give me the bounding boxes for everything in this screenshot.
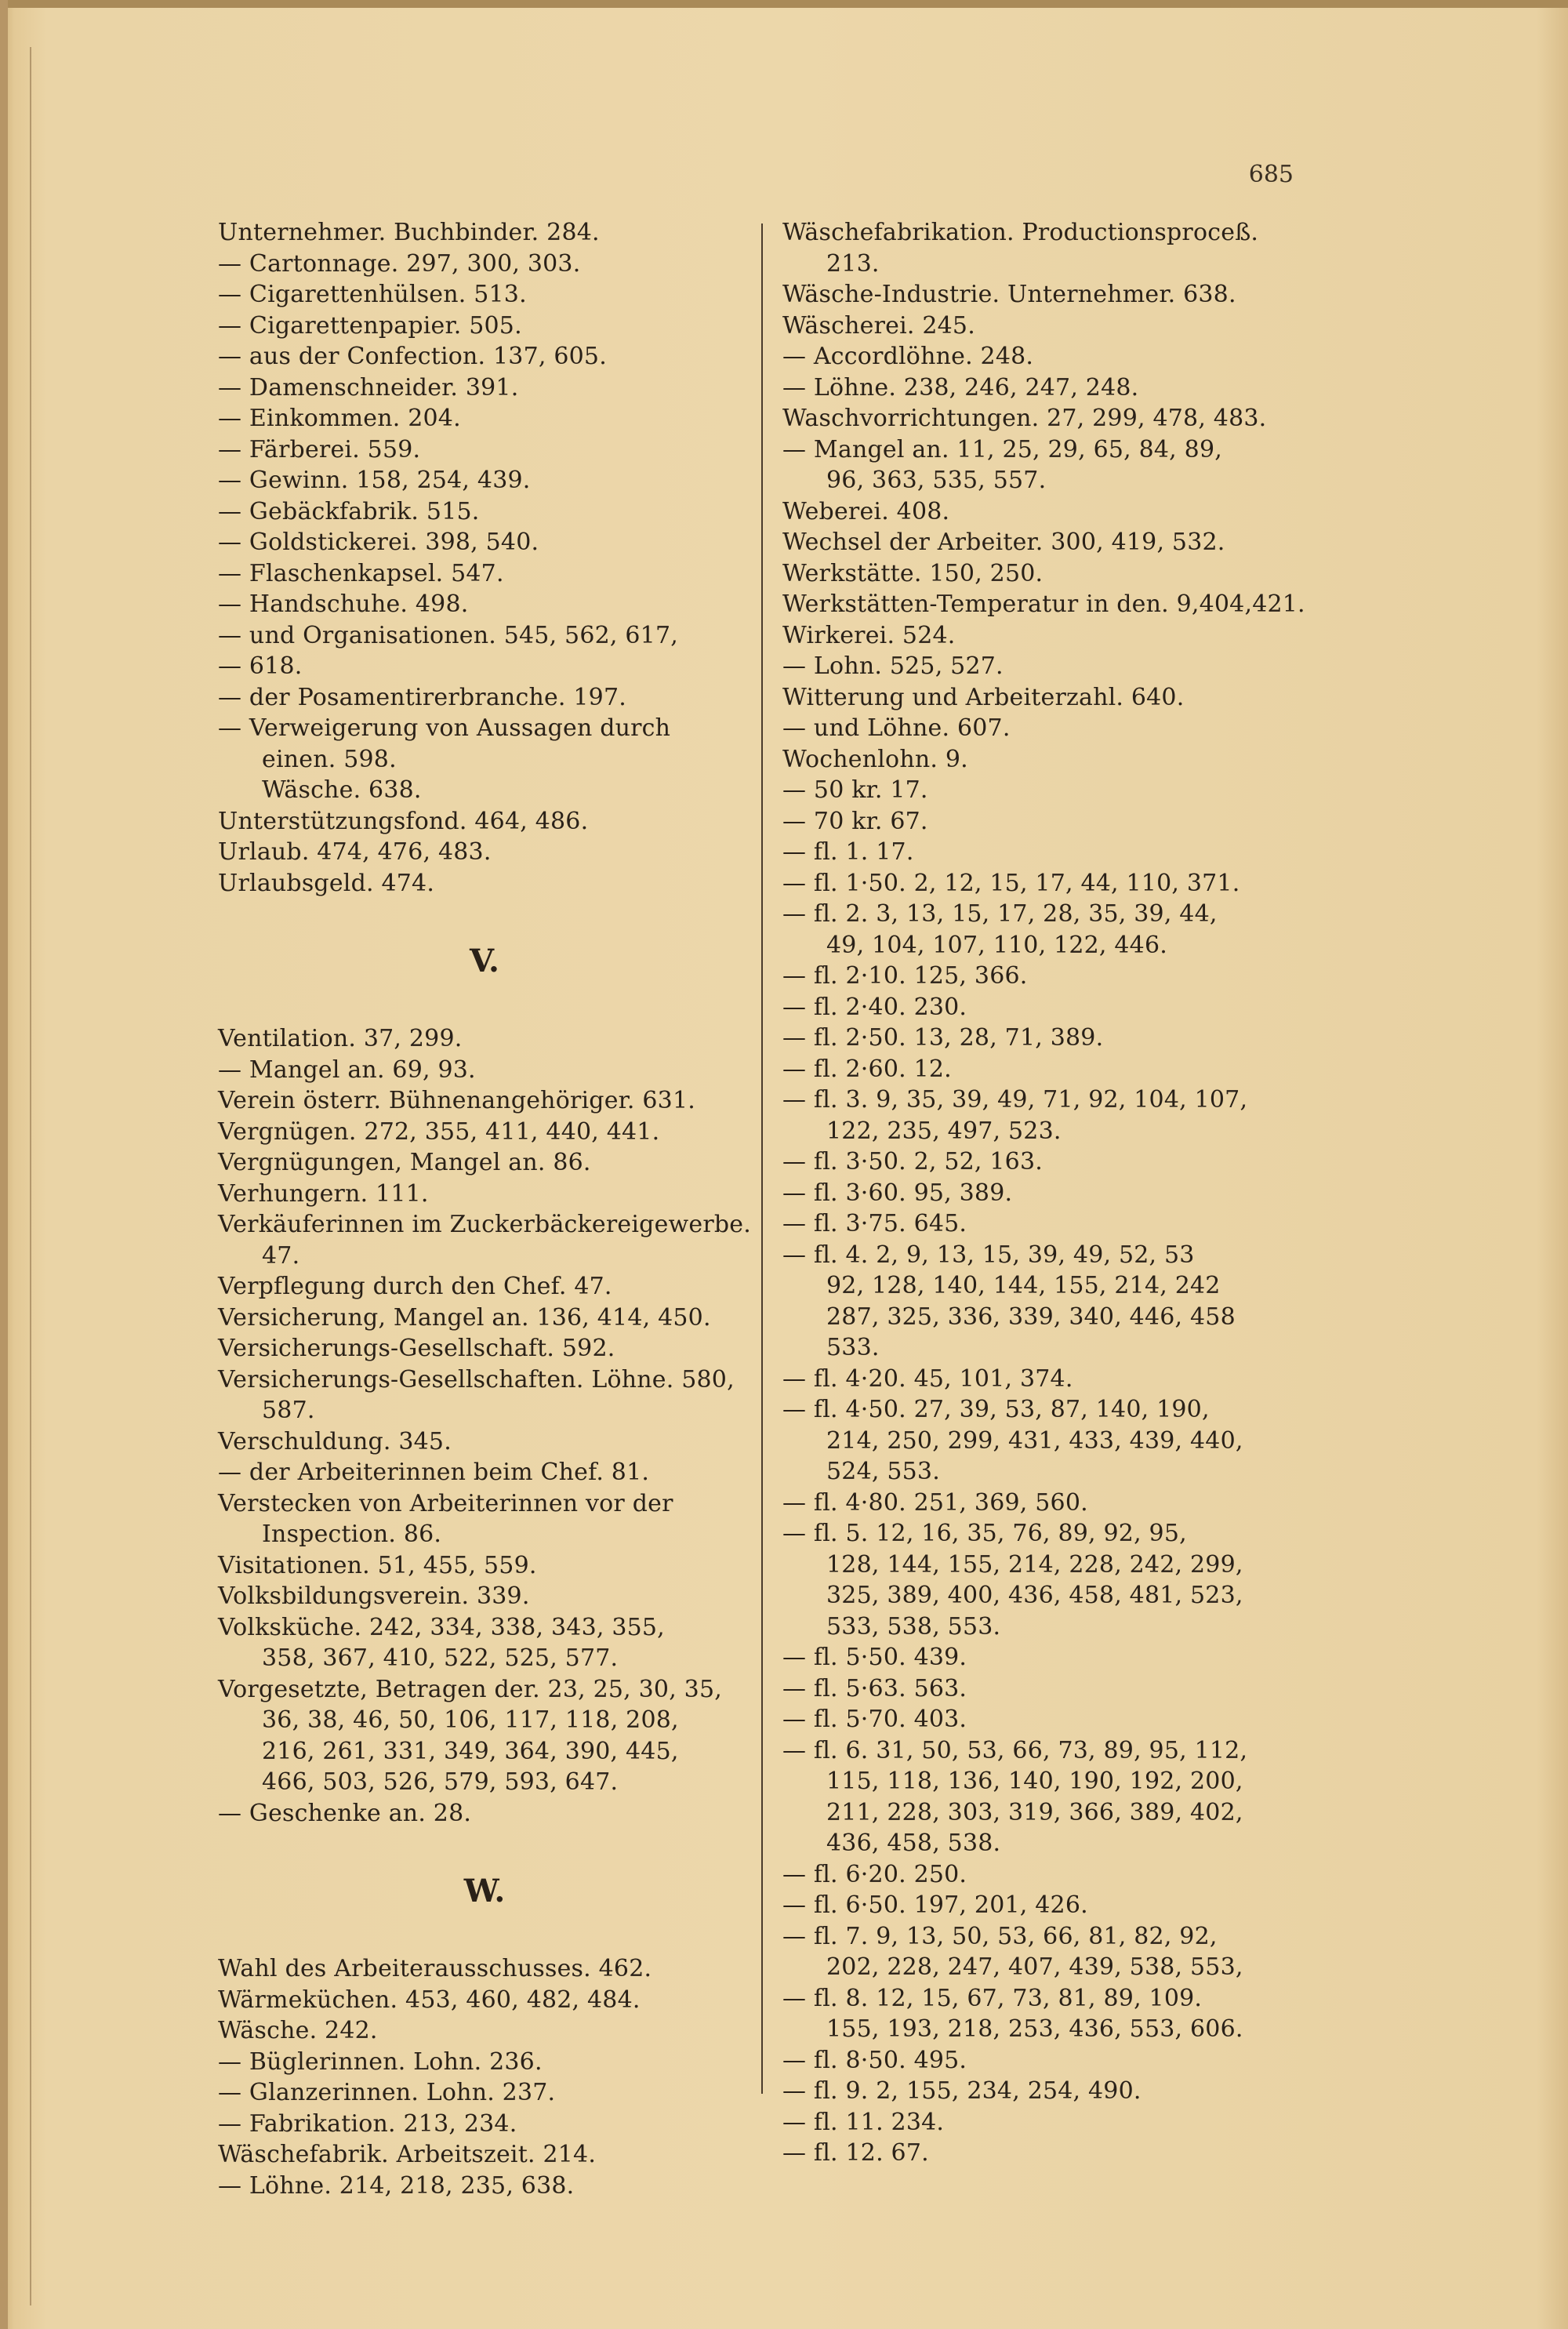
index-entry: — fl. 12. 67. xyxy=(782,2139,929,2167)
page-binding-edge xyxy=(0,0,8,2329)
index-entry: Wärmeküchen. 453, 460, 482, 484. xyxy=(218,1986,641,2014)
index-entry: 533. xyxy=(826,1334,880,1361)
index-block-w xyxy=(218,1953,751,2201)
index-entry: einen. 598. xyxy=(262,745,397,773)
index-entry: — fl. 11. 234. xyxy=(782,2108,945,2136)
index-entry: — Cigarettenpapier. 505. xyxy=(218,311,522,340)
index-entry: 533, 538, 553. xyxy=(826,1612,1001,1640)
index-entry: 214, 250, 299, 431, 433, 439, 440, xyxy=(826,1426,1243,1455)
index-entry: — Handschuhe. 498. xyxy=(218,590,469,618)
index-entry: — Flaschenkapsel. 547. xyxy=(218,559,504,587)
index-column-left xyxy=(218,217,751,2201)
index-entry: — Büglerinnen. Lohn. 236. xyxy=(218,2047,543,2076)
index-entry: — der Posamentirerbranche. 197. xyxy=(218,683,626,711)
index-entry: Versicherung, Mangel an. 136, 414, 450. xyxy=(218,1303,711,1332)
index-entry: — Gebäckfabrik. 515. xyxy=(218,497,480,525)
index-entry: Vorgesetzte, Betragen der. 23, 25, 30, 35, xyxy=(218,1675,722,1703)
index-entry: 115, 118, 136, 140, 190, 192, 200, xyxy=(826,1768,1243,1795)
index-entry: — fl. 4·50. 27, 39, 53, 87, 140, 190, xyxy=(782,1396,1210,1423)
index-entry: — fl. 6·20. 250. xyxy=(782,1860,967,1888)
index-entry: — fl. 2·10. 125, 366. xyxy=(782,962,1028,990)
index-entry: Wäschefabrikation. Productionsproceß. xyxy=(782,219,1259,246)
index-entry: 524, 553. xyxy=(826,1458,940,1485)
index-entry: — Gewinn. 158, 254, 439. xyxy=(218,467,531,494)
index-entry: Volksküche. 242, 334, 338, 343, 355, xyxy=(218,1613,665,1641)
index-entry: — Einkommen. 204. xyxy=(218,405,461,432)
index-block-u xyxy=(218,217,751,899)
index-entry: — Fabrikation. 213, 234. xyxy=(218,2109,517,2138)
index-entry: 155, 193, 218, 253, 436, 553, 606. xyxy=(826,2015,1243,2043)
index-entry: 213. xyxy=(826,249,880,278)
index-entry: Wäschefabrik. Arbeitszeit. 214. xyxy=(218,2141,597,2168)
index-entry: Waschvorrichtungen. 27, 299, 478, 483. xyxy=(782,405,1267,432)
index-entry: Wahl des Arbeiterausschusses. 462. xyxy=(218,1955,652,1982)
index-entry: 216, 261, 331, 349, 364, 390, 445, xyxy=(262,1737,679,1765)
index-entry: Verhungern. 111. xyxy=(218,1179,429,1208)
index-entry: Volksbildungsverein. 339. xyxy=(218,1582,530,1610)
index-entry: — fl. 4. 2, 9, 13, 15, 39, 49, 52, 53 xyxy=(782,1241,1195,1269)
index-entry: Wäsche. 638. xyxy=(262,776,422,804)
index-entry: Werkstätten-Temperatur in den. 9,404,421. xyxy=(782,590,1305,618)
index-entry: — fl. 9. 2, 155, 234, 254, 490. xyxy=(782,2077,1142,2105)
index-block-w-continued xyxy=(782,217,1309,2169)
binding-line xyxy=(30,47,31,2305)
index-entry: — fl. 2·40. 230. xyxy=(782,993,967,1021)
index-entry: 96, 363, 535, 557. xyxy=(826,467,1047,494)
index-entry: — fl. 1. 17. xyxy=(782,838,914,866)
index-entry: 211, 228, 303, 319, 366, 389, 402, xyxy=(826,1798,1243,1826)
index-entry: — fl. 5·50. 439. xyxy=(782,1644,967,1671)
index-entry: 587. xyxy=(262,1397,315,1424)
index-entry: 202, 228, 247, 407, 439, 538, 553, xyxy=(826,1953,1243,1981)
index-entry: — und Organisationen. 545, 562, 617, xyxy=(218,621,678,649)
index-entry: — fl. 5·70. 403. xyxy=(782,1706,967,1733)
index-entry: — Geschenke an. 28. xyxy=(218,1799,472,1827)
index-entry: — fl. 5. 12, 16, 35, 76, 89, 92, 95, xyxy=(782,1520,1187,1547)
index-entry: — Löhne. 238, 246, 247, 248. xyxy=(782,373,1139,401)
index-entry: Wäscherei. 245. xyxy=(782,311,975,340)
index-entry: Vergnügen. 272, 355, 411, 440, 441. xyxy=(218,1117,660,1146)
index-entry: — Glanzerinnen. Lohn. 237. xyxy=(218,2079,556,2106)
index-entry: — fl. 6·50. 197, 201, 426. xyxy=(782,1891,1088,1919)
index-entry: Weberei. 408. xyxy=(782,497,950,525)
index-entry: — fl. 4·20. 45, 101, 374. xyxy=(782,1364,1073,1393)
index-entry: — fl. 7. 9, 13, 50, 53, 66, 81, 82, 92, xyxy=(782,1922,1218,1950)
index-entry: — fl. 2·60. 12. xyxy=(782,1055,952,1083)
index-column-right xyxy=(782,217,1309,2169)
index-entry: — Lohn. 525, 527. xyxy=(782,652,1004,680)
index-entry: — fl. 3·75. 645. xyxy=(782,1210,967,1237)
index-entry: — fl. 3·60. 95, 389. xyxy=(782,1179,1013,1207)
index-entry: — Goldstickerei. 398, 540. xyxy=(218,529,539,556)
section-heading-v: V. xyxy=(470,943,499,979)
index-entry: Versicherungs-Gesellschaft. 592. xyxy=(218,1335,615,1362)
index-entry: 49, 104, 107, 110, 122, 446. xyxy=(826,931,1167,959)
index-entry: — Mangel an. 11, 25, 29, 65, 84, 89, xyxy=(782,435,1222,463)
index-entry: 122, 235, 497, 523. xyxy=(826,1117,1062,1145)
page-top-edge xyxy=(0,0,1568,8)
column-divider xyxy=(761,223,763,2094)
index-entry: — fl. 2·50. 13, 28, 71, 389. xyxy=(782,1024,1104,1052)
index-entry: 128, 144, 155, 214, 228, 242, 299, xyxy=(826,1550,1243,1579)
index-entry: 325, 389, 400, 436, 458, 481, 523, xyxy=(826,1582,1243,1609)
index-entry: 436, 458, 538. xyxy=(826,1829,1001,1857)
page-number: 685 xyxy=(1248,161,1294,188)
index-entry: Wirkerei. 524. xyxy=(782,621,956,649)
index-block-v xyxy=(218,1023,751,1829)
index-entry: 466, 503, 526, 579, 593, 647. xyxy=(262,1768,619,1796)
index-entry: Unterstützungsfond. 464, 486. xyxy=(218,807,589,835)
index-entry: Inspection. 86. xyxy=(262,1521,442,1548)
index-entry: Vergnügungen, Mangel an. 86. xyxy=(218,1149,591,1176)
index-entry: Unternehmer. Buchbinder. 284. xyxy=(218,219,600,246)
index-entry: 358, 367, 410, 522, 525, 577. xyxy=(262,1644,619,1672)
index-entry: 36, 38, 46, 50, 106, 117, 118, 208, xyxy=(262,1706,679,1734)
index-entry: — fl. 4·80. 251, 369, 560. xyxy=(782,1488,1088,1517)
index-entry: — 50 kr. 17. xyxy=(782,776,928,804)
index-entry: 47. xyxy=(262,1241,300,1270)
index-entry: Wäsche. 242. xyxy=(218,2017,378,2044)
section-heading-w: W. xyxy=(463,1873,506,1909)
index-entry: — Verweigerung von Aussagen durch xyxy=(218,714,671,742)
index-entry: Wäsche-Industrie. Unternehmer. 638. xyxy=(782,281,1236,308)
index-entry: Urlaub. 474, 476, 483. xyxy=(218,838,492,866)
index-entry: — Färberei. 559. xyxy=(218,435,421,463)
index-entry: — Accordlöhne. 248. xyxy=(782,343,1034,370)
index-entry: — fl. 3. 9, 35, 39, 49, 71, 92, 104, 107, xyxy=(782,1086,1248,1114)
index-entry: Urlaubsgeld. 474. xyxy=(218,869,435,897)
index-entry: 92, 128, 140, 144, 155, 214, 242 xyxy=(826,1272,1221,1299)
index-entry: — und Löhne. 607. xyxy=(782,714,1011,742)
index-entry: Wechsel der Arbeiter. 300, 419, 532. xyxy=(782,529,1225,556)
index-entry: — aus der Confection. 137, 605. xyxy=(218,343,607,370)
index-entry: — fl. 2. 3, 13, 15, 17, 28, 35, 39, 44, xyxy=(782,900,1218,928)
index-entry: — der Arbeiterinnen beim Chef. 81. xyxy=(218,1459,650,1486)
index-entry: — fl. 8. 12, 15, 67, 73, 81, 89, 109. xyxy=(782,1984,1203,2012)
index-entry: — Löhne. 214, 218, 235, 638. xyxy=(218,2171,575,2200)
index-entry: Witterung und Arbeiterzahl. 640. xyxy=(782,683,1185,711)
index-entry: Verpflegung durch den Chef. 47. xyxy=(218,1273,612,1300)
index-entry: — fl. 5·63. 563. xyxy=(782,1674,967,1702)
index-entry: — 618. xyxy=(218,652,303,680)
index-entry: Verein österr. Bühnenangehöriger. 631. xyxy=(218,1087,695,1114)
index-entry: — Damenschneider. 391. xyxy=(218,373,519,401)
index-entry: — fl. 6. 31, 50, 53, 66, 73, 89, 95, 112, xyxy=(782,1736,1248,1764)
index-entry: — fl. 1·50. 2, 12, 15, 17, 44, 110, 371. xyxy=(782,869,1240,897)
index-entry: Verstecken von Arbeiterinnen vor der xyxy=(218,1489,673,1517)
index-entry: Verschuldung. 345. xyxy=(218,1427,452,1455)
index-entry: — fl. 8·50. 495. xyxy=(782,2046,967,2074)
index-entry: Ventilation. 37, 299. xyxy=(218,1025,463,1052)
index-entry: Versicherungs-Gesellschaften. Löhne. 580, xyxy=(218,1365,735,1393)
index-entry: — Cartonnage. 297, 300, 303. xyxy=(218,249,581,278)
index-entry: 287, 325, 336, 339, 340, 446, 458 xyxy=(826,1303,1236,1331)
index-entry: Wochenlohn. 9. xyxy=(782,745,968,773)
index-entry: Visitationen. 51, 455, 559. xyxy=(218,1551,537,1579)
index-entry: — Mangel an. 69, 93. xyxy=(218,1055,476,1084)
index-entry: — fl. 3·50. 2, 52, 163. xyxy=(782,1148,1043,1175)
index-entry: Verkäuferinnen im Zuckerbäckereigewerbe. xyxy=(218,1211,751,1238)
index-entry: Werkstätte. 150, 250. xyxy=(782,559,1044,587)
index-entry: — Cigarettenhülsen. 513. xyxy=(218,281,527,308)
index-entry: — 70 kr. 67. xyxy=(782,807,928,835)
